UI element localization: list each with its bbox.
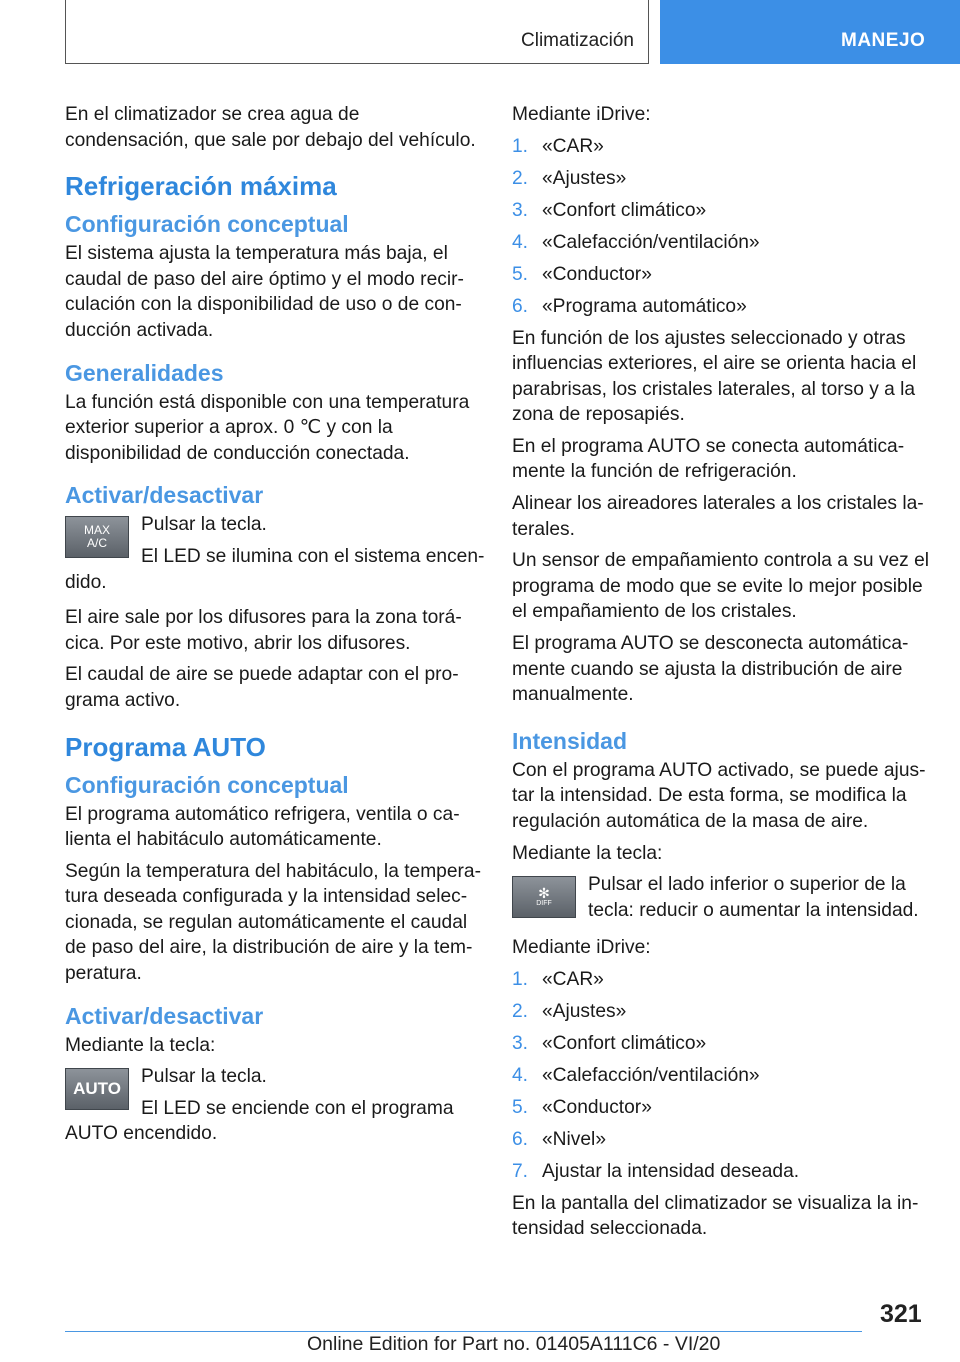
fan-key-label: DIFF — [536, 900, 552, 908]
step-text: «Programa automático» — [542, 295, 747, 317]
steps-list-1 — [512, 134, 930, 320]
step-number: 3. — [512, 1032, 529, 1054]
via-key-right: Mediante la tecla: — [512, 842, 663, 864]
step-text: «Ajustes» — [542, 1000, 627, 1022]
step-number: 4. — [512, 231, 529, 253]
list-item — [512, 1127, 930, 1153]
step-number: 4. — [512, 1064, 529, 1086]
list-item — [512, 999, 930, 1025]
press-key-1: Pulsar la tecla. — [141, 514, 267, 536]
press-key-2: Pulsar la tecla. — [141, 1066, 267, 1088]
step-number: 6. — [512, 1128, 529, 1150]
section-title: Climatización — [521, 30, 634, 51]
step-text: «Calefacción/ventilación» — [542, 231, 760, 253]
step-number: 2. — [512, 1000, 529, 1022]
press-side-text: Pulsar el lado inferior o superior de la tecla: reducir o aumentar la intensidad. — [588, 874, 919, 921]
step-number: 5. — [512, 263, 529, 285]
intro-paragraph: En el climatizador se crea agua de condensación, que sale por debajo del vehículo. — [65, 104, 476, 151]
page-number: 321 — [880, 1300, 922, 1328]
fan-key-icon — [512, 876, 576, 918]
fan-key-row — [512, 872, 930, 923]
max-ac-key-bottom: A/C — [86, 536, 107, 551]
right-p4: Un sensor de empañamiento controla a su vez el programa de modo que se evite lo mejor posible el empañamiento de los cristales. — [512, 550, 930, 623]
step-text: «Calefacción/ventilación» — [542, 1064, 760, 1086]
step-number: 1. — [512, 135, 529, 157]
general-text: La función está disponible con una temperatura exterior superior a aprox. 0 ℃ y con la disponibilidad de conducción conectada. — [65, 391, 470, 464]
step-text: «CAR» — [542, 968, 604, 990]
list-item — [512, 1063, 930, 1089]
footer-edition: Online Edition for Part no. 01405A111C6 - VI/20 — [307, 1333, 721, 1355]
auto-key-row — [65, 1064, 485, 1147]
step-number: 2. — [512, 167, 529, 189]
list-item — [512, 1031, 930, 1057]
step-text: «Confort climático» — [542, 199, 707, 221]
heading-intensity: Intensidad — [512, 727, 628, 754]
heading-activate-1: Activar/desactivar — [65, 482, 264, 509]
auto-text-1: El programa automático refrigera, ventila o calienta el habitáculo automáticamente. — [65, 803, 460, 851]
steps-list-2 — [512, 967, 930, 1185]
heading-activate-2: Activar/desactivar — [65, 1002, 264, 1029]
chapter-tab-label: MANEJO — [841, 30, 926, 51]
air-out-text: El aire sale por los difusores para la zona torácica. Por este motivo, abrir los difusores. — [65, 607, 462, 654]
right-p3: Alinear los aireadores laterales a los cristales laterales. — [512, 493, 924, 540]
list-item — [512, 262, 930, 288]
step-text: «Conductor» — [542, 263, 652, 285]
fan-glyph-icon: ✻ — [538, 885, 550, 902]
heading-concept-2: Configuración conceptual — [65, 771, 349, 798]
right-p5: El programa AUTO se desconecta automáticamente cuando se ajusta la distribución de aire manualmente. — [512, 633, 909, 706]
idrive-1-label: Mediante iDrive: — [512, 104, 651, 125]
list-item — [512, 294, 930, 320]
list-item — [512, 198, 930, 224]
via-key-left: Mediante la tecla: — [65, 1034, 216, 1056]
step-number: 1. — [512, 968, 529, 990]
step-number: 5. — [512, 1096, 529, 1118]
header-box — [65, 0, 649, 64]
step-text: «Confort climático» — [542, 1032, 707, 1054]
led-1-span: El LED se ilumina con el sistema encendido. — [65, 545, 485, 593]
concept-1-text: El sistema ajusta la temperatura más baja, el caudal de paso del aire óptimo y el modo recirculación con la disponibilidad de uso o de conducción activada. — [65, 243, 464, 341]
step-text: «Ajustes» — [542, 167, 627, 189]
max-ac-key-icon — [65, 516, 129, 558]
chapter-tab[interactable] — [660, 0, 960, 64]
step-number: 3. — [512, 199, 529, 221]
heading-general: Generalidades — [65, 359, 224, 386]
air-flow-text: El caudal de aire se puede adaptar con el programa activo. — [65, 664, 459, 711]
right-column — [512, 102, 930, 1248]
intensity-text: Con el programa AUTO activado, se puede ajustar la intensidad. De esta forma, se modifica la regulación automática de la masa de aire. — [512, 759, 926, 832]
step-text: «Nivel» — [542, 1128, 606, 1150]
heading-auto-program: Programa AUTO — [65, 731, 266, 762]
list-item — [512, 166, 930, 192]
auto-text-2: Según la temperatura del habitáculo, la temperatura deseada configurada y la intensidad seleccionada, se regulan automáticamente el caudal de paso del aire, la distribución de aire y la temperatura. — [65, 860, 481, 985]
footer-divider — [65, 1331, 862, 1332]
idrive-2-label: Mediante iDrive: — [512, 937, 651, 959]
step-text: Ajustar la intensidad deseada. — [542, 1160, 800, 1182]
heading-concept-1: Configuración conceptual — [65, 211, 349, 238]
list-item — [512, 134, 930, 160]
max-ac-key-top: MAX — [83, 523, 110, 538]
auto-key-icon — [65, 1068, 129, 1110]
step-text: «CAR» — [542, 135, 604, 157]
list-item — [512, 967, 930, 993]
step-number: 7. — [512, 1160, 529, 1182]
right-p1: En función de los ajustes seleccionado y otras influencias exteriores, el aire se orienta hacia el parabrisas, los cristales laterales, al torso y a la zona de reposapiés. — [512, 327, 917, 426]
led-2-span: El LED se enciende con el programa AUTO encendido. — [65, 1097, 454, 1145]
list-item — [512, 230, 930, 256]
right-p2: En el programa AUTO se conecta automáticamente la función de refrigeración. — [512, 435, 905, 483]
list-item — [512, 1159, 930, 1185]
step-text: «Conductor» — [542, 1096, 652, 1118]
heading-max-cooling: Refrigeración máxima — [65, 171, 337, 202]
auto-key-label: AUTO — [73, 1079, 121, 1099]
left-column — [65, 102, 485, 1153]
step-number: 6. — [512, 295, 529, 317]
list-item — [512, 1095, 930, 1121]
max-ac-key-row — [65, 512, 485, 595]
final-text: En la pantalla del climatizador se visualiza la intensidad seleccionada. — [512, 1192, 919, 1240]
